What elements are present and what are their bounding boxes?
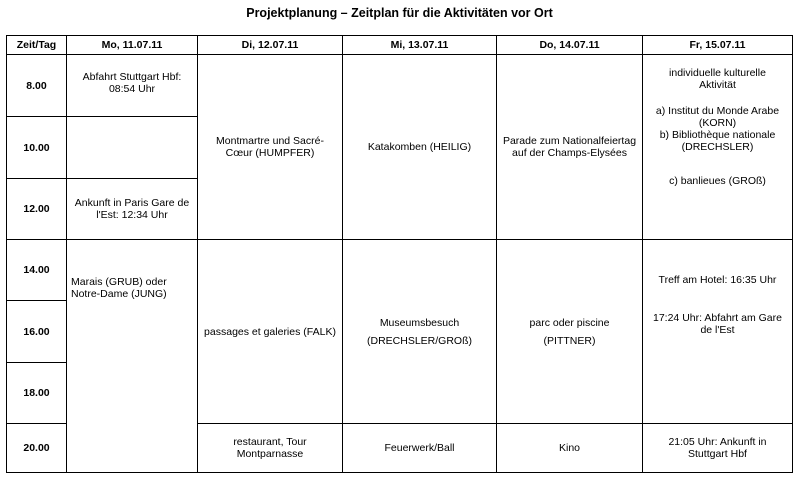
header-day-wednesday: Mi, 13.07.11 xyxy=(342,35,497,55)
thursday-afternoon-line2: (PITTNER) xyxy=(543,334,596,347)
wednesday-morning xyxy=(342,54,497,240)
monday-empty-slot xyxy=(66,116,198,179)
wednesday-afternoon-line2: (DRECHSLER/GROß) xyxy=(366,334,472,347)
header-day-friday: Fr, 15.07.11 xyxy=(642,35,793,55)
tuesday-evening-line2: Montparnasse xyxy=(236,448,304,460)
friday-afternoon xyxy=(642,239,793,424)
wednesday-afternoon-line1: Museumsbesuch xyxy=(379,316,460,329)
monday-afternoon-line2: Notre-Dame (JUNG) xyxy=(71,288,167,300)
friday-morning-line1: individuelle kulturelle xyxy=(669,67,766,79)
time-slot: 12.00 xyxy=(6,178,67,240)
time-slot: 8.00 xyxy=(6,54,67,117)
thursday-afternoon-line1: parc oder piscine xyxy=(529,316,610,329)
wednesday-morning-text: Katakomben (HEILIG) xyxy=(367,141,472,153)
monday-arrival-line1: Ankunft in Paris Gare de xyxy=(74,197,190,209)
header-day-thursday: Do, 14.07.11 xyxy=(496,35,643,55)
header-zeit-tag: Zeit/Tag xyxy=(6,35,67,55)
monday-afternoon-line1: Marais (GRUB) oder xyxy=(71,276,167,288)
thursday-morning-line2: auf der Champs-Elysées xyxy=(512,147,627,159)
tuesday-evening xyxy=(197,423,343,473)
friday-depart-line2: de l'Est xyxy=(700,324,735,336)
time-slot: 16.00 xyxy=(6,300,67,363)
wednesday-afternoon xyxy=(342,239,497,424)
tuesday-morning-line2: Cœur (HUMPFER) xyxy=(225,147,315,159)
friday-option-a-line1: a) Institut du Monde Arabe xyxy=(655,105,780,117)
tuesday-afternoon xyxy=(197,239,343,424)
monday-afternoon xyxy=(66,239,198,473)
header-day-tuesday: Di, 12.07.11 xyxy=(197,35,343,55)
friday-option-b-line2: (DRECHSLER) xyxy=(681,141,754,153)
friday-depart-line1: 17:24 Uhr: Abfahrt am Gare xyxy=(653,312,782,324)
thursday-morning xyxy=(496,54,643,240)
header-day-monday: Mo, 11.07.11 xyxy=(66,35,198,55)
friday-evening xyxy=(642,423,793,473)
monday-departure-line1: Abfahrt Stuttgart Hbf: xyxy=(82,71,182,83)
tuesday-evening-line1: restaurant, Tour xyxy=(233,436,307,448)
wednesday-evening-text: Feuerwerk/Ball xyxy=(384,442,455,454)
monday-arrival-line2: l'Est: 12:34 Uhr xyxy=(96,209,168,221)
tuesday-morning-line1: Montmartre und Sacré- xyxy=(216,135,324,147)
monday-departure xyxy=(66,54,198,117)
monday-departure-line2: 08:54 Uhr xyxy=(108,83,156,95)
time-slot: 18.00 xyxy=(6,362,67,424)
time-slot: 14.00 xyxy=(6,239,67,301)
page-title: Projektplanung – Zeitplan für die Aktivitäten vor Ort xyxy=(246,6,553,20)
friday-option-c: c) banlieues (GROß) xyxy=(669,175,766,187)
tuesday-afternoon-text: passages et galeries (FALK) xyxy=(204,325,336,338)
friday-arrive-line1: 21:05 Uhr: Ankunft in xyxy=(668,436,767,448)
monday-arrival xyxy=(66,178,198,240)
friday-arrive-line2: Stuttgart Hbf xyxy=(688,448,747,460)
thursday-evening-text: Kino xyxy=(558,442,580,454)
time-slot: 20.00 xyxy=(6,423,67,473)
thursday-afternoon xyxy=(496,239,643,424)
thursday-evening xyxy=(496,423,643,473)
wednesday-evening xyxy=(342,423,497,473)
friday-morning xyxy=(642,54,793,240)
friday-morning-line2: Aktivität xyxy=(699,79,736,91)
friday-option-a-line2: (KORN) xyxy=(698,117,737,129)
friday-option-b-line1: b) Bibliothèque nationale xyxy=(659,129,776,141)
time-slot: 10.00 xyxy=(6,116,67,179)
thursday-morning-line1: Parade zum Nationalfeiertag xyxy=(502,135,637,147)
tuesday-morning xyxy=(197,54,343,240)
friday-meet: Treff am Hotel: 16:35 Uhr xyxy=(658,274,777,286)
